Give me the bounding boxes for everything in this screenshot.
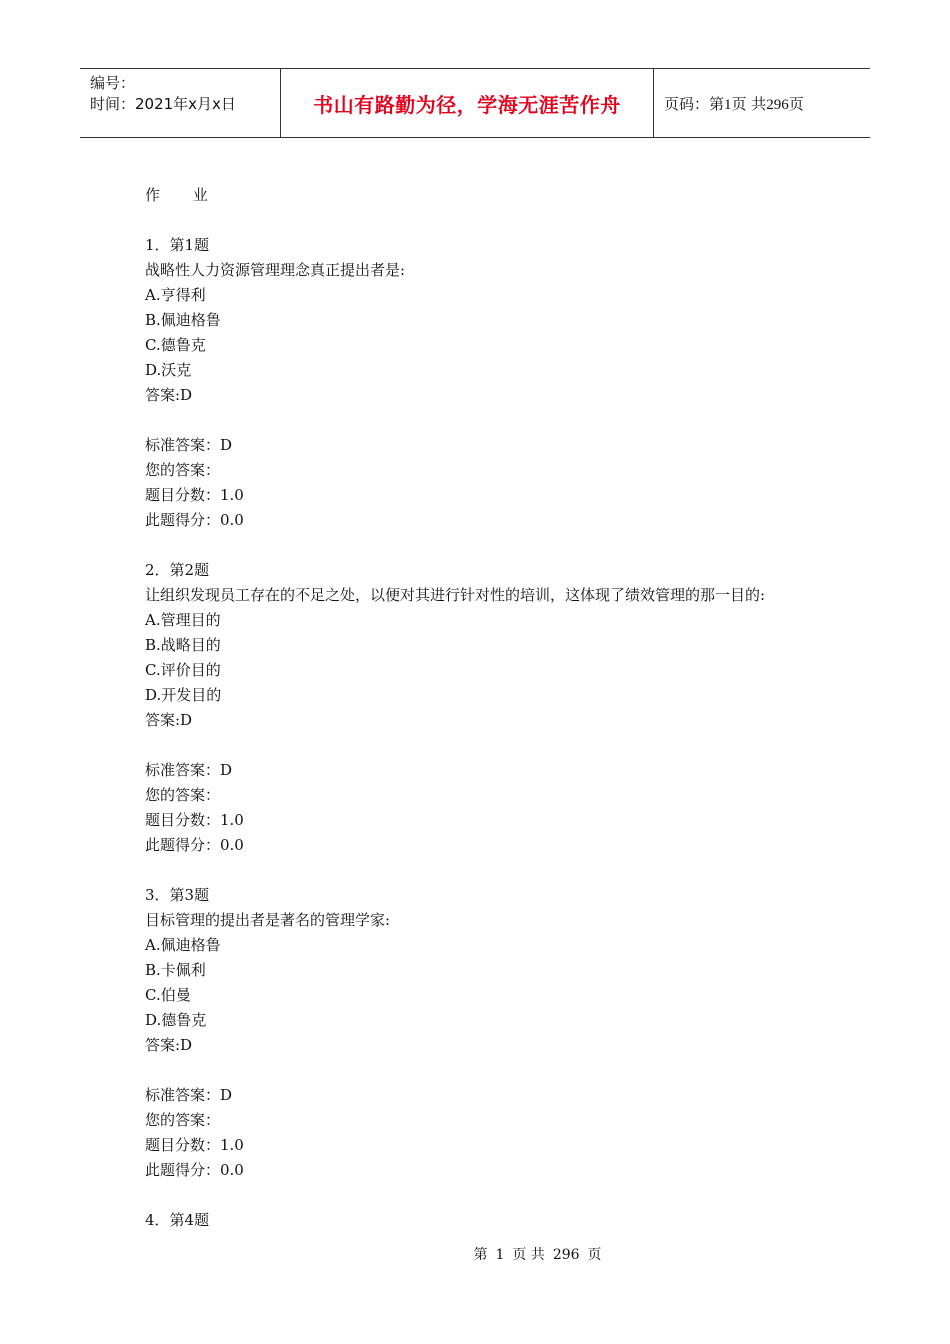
footer-mid: 页 共 (512, 1247, 545, 1263)
page-end: 页 (788, 94, 804, 113)
number-label: 编号： (90, 74, 136, 92)
header-table (80, 68, 870, 138)
page-total: 296 (766, 96, 789, 113)
header-motto-cell (281, 69, 654, 137)
time-label: 时间：2021年x月x日 (90, 95, 236, 113)
question-score: 题目分数：1.0 (145, 486, 244, 504)
option-a: A.亨得利 (145, 286, 206, 304)
standard-answer: 标准答案：D (145, 1086, 233, 1104)
your-answer: 您的答案： (145, 1111, 221, 1129)
question-score: 题目分数：1.0 (145, 811, 244, 829)
motto-text: 书山有路勤为径，学海无涯苦作舟 (313, 92, 621, 117)
question-block-3 (145, 883, 865, 1183)
question-prompt: 让组织发现员工存在的不足之处，以便对其进行针对性的培训，这体现了绩效管理的那一目的: (145, 586, 766, 604)
option-d: D.德鲁克 (145, 1011, 207, 1029)
question-heading: 3．第3题 (145, 886, 210, 904)
page-footer (0, 1245, 950, 1265)
standard-answer: 标准答案：D (145, 436, 233, 454)
option-d: D.沃克 (145, 361, 192, 379)
answer: 答案:D (145, 386, 193, 404)
header-meta-cell (80, 69, 281, 137)
option-b: B.战略目的 (145, 636, 221, 654)
doc-title: 作 业 (145, 186, 222, 204)
header-page-info (664, 93, 804, 114)
question-prompt: 战略性人力资源管理理念真正提出者是: (145, 261, 406, 279)
option-c: C.伯曼 (145, 986, 191, 1004)
option-b: B.佩迪格鲁 (145, 311, 221, 329)
earned-score: 此题得分：0.0 (145, 511, 244, 529)
answer: 答案:D (145, 1036, 193, 1054)
page-label: 页码：第 (664, 94, 725, 113)
header-page-cell (654, 69, 870, 137)
option-c: C.德鲁克 (145, 336, 206, 354)
question-block-1 (145, 233, 865, 533)
question-block-2 (145, 558, 865, 858)
option-c: C.评价目的 (145, 661, 221, 679)
earned-score: 此题得分：0.0 (145, 1161, 244, 1179)
footer-current: 1 (495, 1247, 505, 1263)
option-a: A.管理目的 (145, 611, 221, 629)
question-heading: 2．第2题 (145, 561, 210, 579)
option-b: B.卡佩利 (145, 961, 206, 979)
answer: 答案:D (145, 711, 193, 729)
option-a: A.佩迪格鲁 (145, 936, 221, 954)
page-mid: 页 共 (731, 94, 767, 113)
footer-prefix: 第 (473, 1247, 488, 1263)
option-d: D.开发目的 (145, 686, 222, 704)
page-current: 1 (724, 96, 732, 113)
question-score: 题目分数：1.0 (145, 1136, 244, 1154)
standard-answer: 标准答案：D (145, 761, 233, 779)
document-body (145, 183, 865, 1233)
question-prompt: 目标管理的提出者是著名的管理学家: (145, 911, 391, 929)
question-heading: 1．第1题 (145, 236, 210, 254)
footer-suffix: 页 (587, 1247, 602, 1263)
your-answer: 您的答案： (145, 786, 221, 804)
footer-total: 296 (552, 1247, 580, 1263)
earned-score: 此题得分：0.0 (145, 836, 244, 854)
question-heading-4: 4．第4题 (145, 1211, 210, 1229)
your-answer: 您的答案： (145, 461, 221, 479)
